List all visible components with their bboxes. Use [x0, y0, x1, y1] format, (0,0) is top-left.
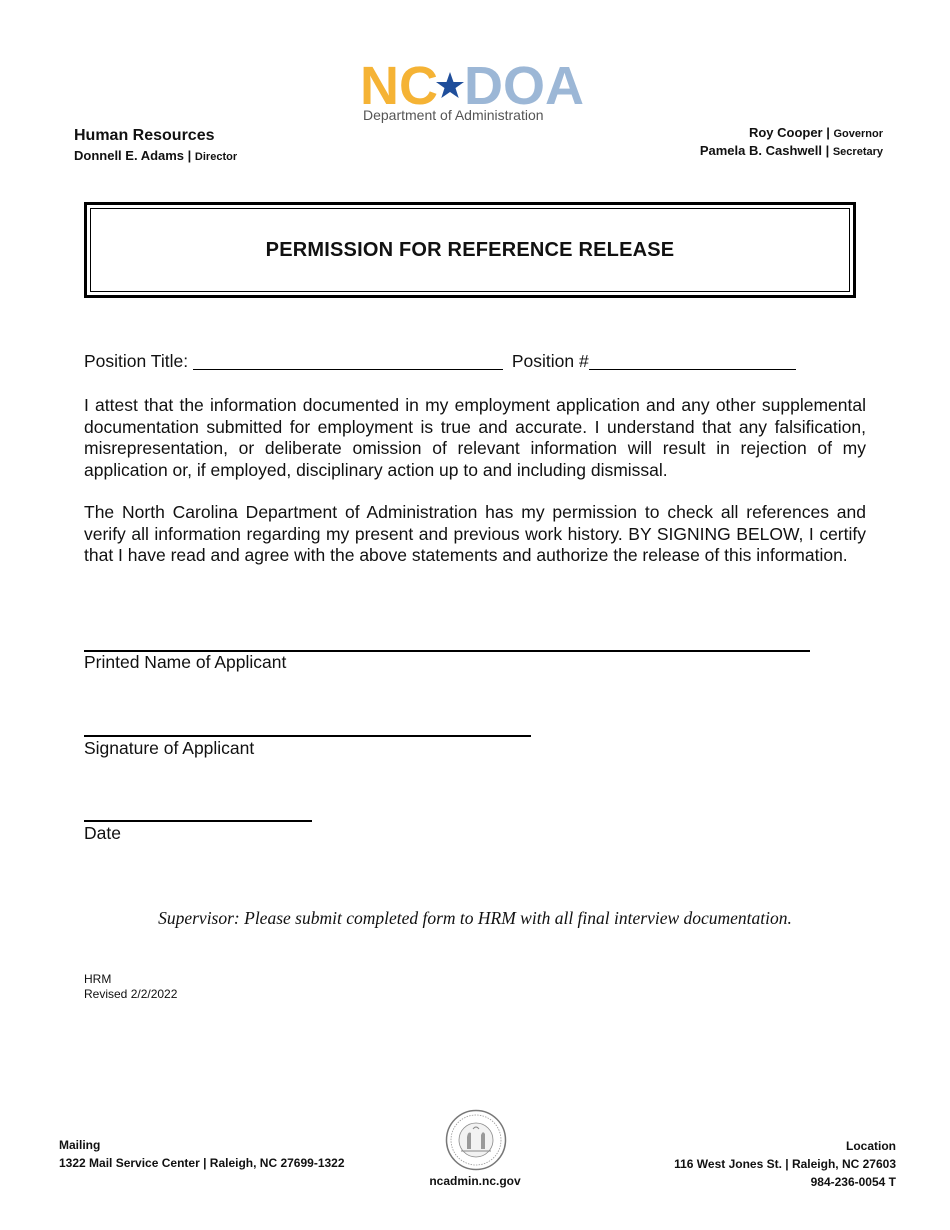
website-link[interactable]: ncadmin.nc.gov	[429, 1174, 521, 1188]
logo-star-icon	[436, 72, 464, 98]
date-label: Date	[84, 823, 121, 843]
secretary-name: Pamela B. Cashwell	[699, 143, 822, 158]
logo-subtitle: Department of Administration	[363, 107, 544, 123]
position-number-label: Position #	[511, 351, 589, 371]
signature-label: Signature of Applicant	[84, 738, 255, 758]
position-title-field[interactable]	[193, 353, 503, 370]
secretary-role: Secretary	[832, 146, 883, 158]
permission-paragraph: The North Carolina Department of Administration has my permission to check all references and verify all information regarding my present and previous work history. BY SIGNING BELOW, I certify that I have read and agree with the above statements and authorize the release of this information.	[84, 502, 866, 565]
governor-name: Roy Cooper	[748, 125, 823, 140]
director-name: Donnell E. Adams	[74, 148, 185, 163]
governor-role: Governor	[833, 128, 883, 140]
state-seal-icon	[445, 1109, 507, 1171]
date-line[interactable]	[84, 820, 312, 822]
signature-line[interactable]	[84, 735, 531, 737]
secretary: Pamela B. Cashwell | Secretary	[699, 143, 883, 158]
mailing-address: 1322 Mail Service Center | Raleigh, NC 27699-1322	[59, 1156, 345, 1170]
revision-date: Revised 2/2/2022	[84, 987, 178, 1001]
position-title-label: Position Title:	[84, 351, 189, 371]
logo-doa-text: DOA	[464, 58, 584, 116]
title-box	[84, 202, 856, 298]
department-name: Human Resources	[74, 127, 215, 144]
governor: Roy Cooper | Governor	[748, 125, 883, 140]
form-code: HRM	[84, 972, 112, 986]
supervisor-note: Supervisor: Please submit completed form to HRM with all final interview documentation.	[158, 908, 792, 928]
director-role: Director	[194, 151, 238, 163]
form-title: PERMISSION FOR REFERENCE RELEASE	[265, 238, 675, 261]
mailing-label: Mailing	[59, 1138, 101, 1152]
attestation-paragraph: I attest that the information documented in my employment application and any other supplemental documentation submitted for employment is true and accurate. I understand that any falsification, misrepresentation, or deliberate omission of relevant information will result in rejection of my application or, if employed, disciplinary action up to and including dismissal.	[84, 395, 866, 480]
position-fields	[84, 351, 796, 372]
printed-name-label: Printed Name of Applicant	[84, 652, 287, 672]
director: Donnell E. Adams | Director	[74, 148, 238, 163]
ncdoa-logo	[360, 58, 590, 126]
position-number-field[interactable]	[589, 353, 796, 370]
phone-number: 984-236-0054 T	[810, 1175, 896, 1189]
location-label: Location	[846, 1139, 896, 1153]
logo-nc-text: NC	[360, 58, 438, 116]
location-address: 116 West Jones St. | Raleigh, NC 27603	[674, 1157, 896, 1171]
